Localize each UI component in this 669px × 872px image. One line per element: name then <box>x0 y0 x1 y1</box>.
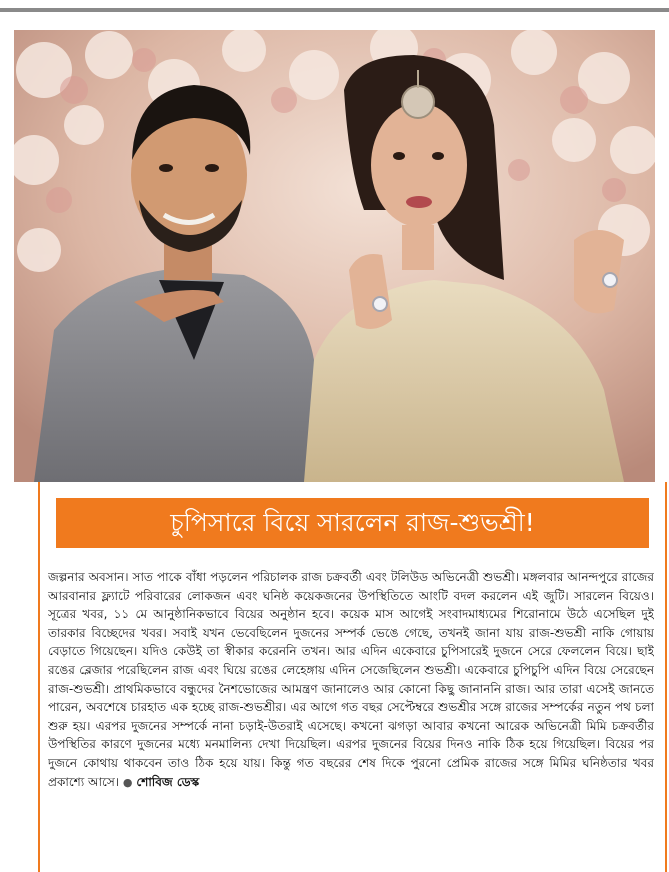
byline-marker: ● <box>122 775 133 789</box>
article-body <box>48 568 654 864</box>
article-body-text: জল্পনার অবসান। সাত পাকে বাঁধা পড়লেন পরিচালক রাজ চক্রবর্তী এবং টলিউড অভিনেত্রী শুভশ্রী। মঙ্গলবার আনন্দপুরে রাজের আরবানার ফ্ল্যাটে পরিবারের লোকজন এবং ঘনিষ্ঠ কয়েকজনের উপস্থিতিতে আংটি বদল করলেন এই জুটি। সারলেন বিয়েও। সূত্রের খবর, ১১ মে আনুষ্ঠানিকভাবে বিয়ের অনুষ্ঠান হবে। কয়েক মাস আগেই সংবাদমাধ্যমের শিরোনামে উঠে এসেছিল দুই তারকার বিচ্ছেদের খবর। সবাই যখন ভেবেছিলেন দুজনের সম্পর্ক ভেঙে গেছে, তখনই জানা যায় রাজ-শুভশ্রী নাকি গোয়ায় বেড়াতে গিয়েছেন। যদিও কেউই তা স্বীকার করেননি তখন। আর এদিন একেবারে চুপিসারেই দুজনে সেরে ফেললেন বিয়ে। ছাই রঙের ব্লেজার পরেছিলেন রাজ এবং ঘিয়ে রঙের লেহেঙ্গায় এদিন সেজেছিলেন শুভশ্রী। একেবারে চুপিচুপি এদিন বিয়ে সেরেছেন রাজ-শুভশ্রী। প্রাথমিকভাবে বন্ধুদের নৈশভোজের আমন্ত্রণ জানালেও আর কোনো কিছু জানাননি রাজ। আর তারা এসেই জানতে পারেন, অবশেষে চারহাত এক হচ্ছে রাজ-শুভশ্রীর। এর আগে গত বছর সেপ্টেম্বরে শুভশ্রীর সঙ্গে রাজের সম্পর্কের নতুন পথ চলা শুরু হয়। এরপর দুজনের সম্পর্কে নানা চড়াই-উতরাই এসেছে। কখনো ঝগড়া আবার কখনো আরেক অভিনেত্রী মিমি চক্রবর্তীর উপস্থিতির কারণে দুজনের মধ্যে মনমালিন্য দেখা দিয়েছিল। এরপর দুজনের বিয়ের দিনও নাকি ঠিক হয়ে গিয়েছিল। বিয়ের পর দুজনে কোথায় থাকবেন তাও ঠিক হয়ে যায়। কিন্তু গত বছরের শেষ দিকে পুরনো প্রেমিক রাজের সঙ্গে মিমির ঘনিষ্ঠতার খবর প্রকাশ্যে আসে। <box>48 570 654 789</box>
top-rule <box>0 8 669 12</box>
article-byline: শোবিজ ডেস্ক <box>136 774 200 789</box>
couple-photo-illustration <box>14 30 655 482</box>
article-headline: চুপিসারে বিয়ে সারলেন রাজ-শুভশ্রী! <box>56 498 649 548</box>
couple-photo <box>14 30 655 482</box>
